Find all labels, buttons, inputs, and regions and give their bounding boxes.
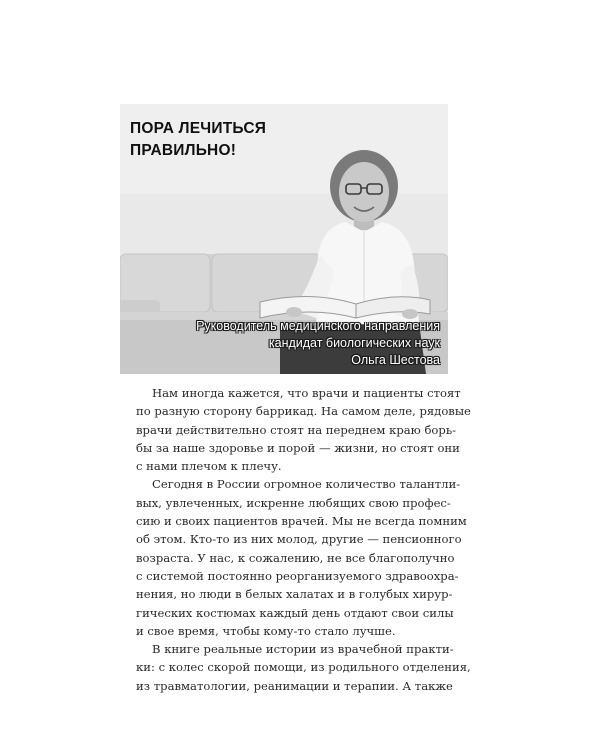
photo-title-line: ПРАВИЛЬНО! — [130, 142, 237, 159]
text-line: и свое время, чтобы кому-то стало лучше. — [136, 623, 396, 638]
author-caption — [196, 318, 440, 369]
text-line: возраста. У нас, к сожалению, не все благополучно — [136, 550, 455, 565]
text-line: врачи действительно стоят на переднем краю борь- — [136, 422, 457, 437]
text-line: с системой постоянно реорганизуемого здравоохра- — [136, 568, 459, 583]
body-text — [136, 384, 471, 695]
caption-degree: кандидат биологических наук — [268, 336, 440, 350]
text-line: по разную сторону баррикад. На самом деле, рядовые — [136, 404, 471, 419]
text-line: сию и своих пациентов врачей. Мы не всегда помним — [136, 514, 467, 529]
author-photo — [120, 104, 448, 374]
text-line: Сегодня в России огромное количество талантли- — [152, 477, 461, 492]
photo-title — [130, 118, 266, 162]
text-line: ки: с колес скорой помощи, из родильного отделения, — [136, 660, 471, 675]
paragraph — [136, 384, 471, 475]
caption-name: Ольга Шестова — [351, 353, 440, 367]
photo-title-line: ПОРА ЛЕЧИТЬСЯ — [130, 120, 267, 137]
text-line: вых, увлеченных, искренне любящих свою профес- — [136, 495, 451, 510]
text-line: В книге реальные истории из врачебной практи- — [152, 642, 454, 657]
text-line: гических костюмах каждый день отдают свои силы — [136, 605, 454, 620]
paragraph — [136, 640, 471, 695]
caption-position: Руководитель медицинского направления — [196, 319, 440, 333]
text-line: с нами плечом к плечу. — [136, 459, 282, 474]
paragraph — [136, 475, 467, 640]
text-line: Нам иногда кажется, что врачи и пациенты стоят — [152, 386, 461, 400]
text-line: об этом. Кто-то из них молод, другие — пенсионного — [136, 532, 462, 547]
text-line: нения, но люди в белых халатах и в голубых хирур- — [136, 587, 453, 602]
text-line: из травматологии, реанимации и терапии. А также — [136, 678, 453, 693]
text-line: бы за наше здоровье и порой — жизни, но стоят они — [136, 440, 460, 455]
